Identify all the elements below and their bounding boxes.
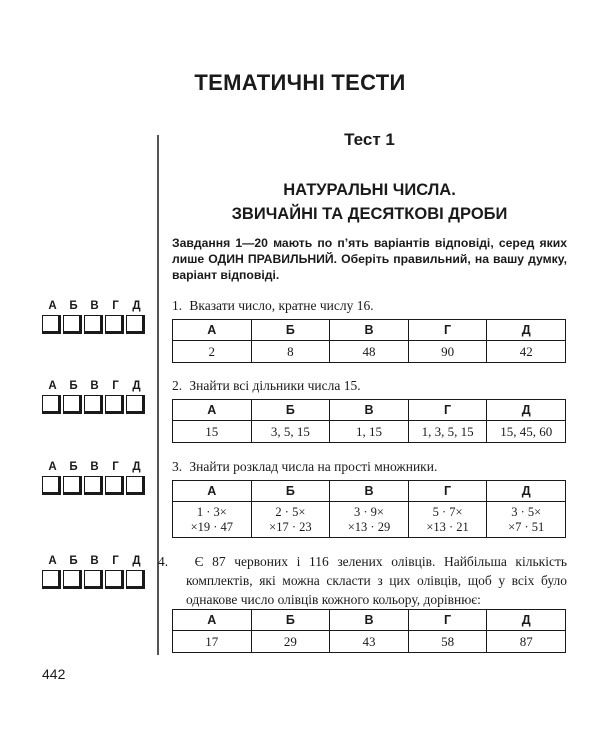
answer-checkbox-g[interactable]: [105, 315, 124, 334]
answer-grid-q1: [42, 300, 147, 334]
option-header: Д: [487, 610, 566, 631]
answer-letters: [42, 461, 147, 473]
option-value-line: 3 · 9×: [354, 504, 384, 519]
answer-checkbox-a[interactable]: [42, 476, 61, 495]
page-heading: ТЕМАТИЧНІ ТЕСТИ: [194, 70, 406, 95]
option-header: В: [330, 481, 409, 502]
option-value: 17: [173, 631, 252, 653]
answer-letter: Г: [112, 555, 119, 567]
answer-letter: А: [48, 461, 57, 473]
option-header: Г: [408, 400, 487, 421]
answer-letter: Г: [112, 300, 119, 312]
page-number: 442: [42, 666, 66, 682]
answer-grid-q2: [42, 380, 147, 414]
question-3-text: [172, 457, 567, 476]
option-value-line: ×13 · 29: [347, 519, 391, 534]
answer-letter: Г: [112, 380, 119, 392]
option-value: 15, 45, 60: [487, 421, 566, 443]
answer-letter: Д: [132, 380, 141, 392]
option-header: А: [173, 320, 252, 341]
answer-letter: Д: [132, 555, 141, 567]
section-title-line-1: НАТУРАЛЬНІ ЧИСЛА.: [283, 181, 456, 199]
question-number: 3.: [172, 459, 183, 474]
answer-checkbox-v[interactable]: [84, 570, 103, 589]
answer-checkbox-g[interactable]: [105, 476, 124, 495]
answer-letters: [42, 380, 147, 392]
answer-checkbox-d[interactable]: [126, 570, 145, 589]
answer-letter: В: [90, 555, 99, 567]
option-value-line: ×13 · 21: [426, 519, 469, 534]
answer-grid-q3: [42, 461, 147, 495]
option-header: А: [173, 610, 252, 631]
option-value: 48: [330, 341, 409, 363]
answer-letter: В: [90, 300, 99, 312]
option-header: Д: [487, 481, 566, 502]
answer-letter: Б: [69, 555, 78, 567]
answer-checkbox-d[interactable]: [126, 315, 145, 334]
answer-letter: Г: [112, 461, 119, 473]
answer-checkbox-b[interactable]: [63, 315, 82, 334]
option-header: Б: [251, 400, 330, 421]
option-header: А: [173, 481, 252, 502]
option-value-line: 2 · 5×: [275, 504, 306, 519]
question-4-text: [158, 552, 567, 609]
option-header: В: [330, 320, 409, 341]
answer-letter: Д: [132, 461, 141, 473]
answer-letters: [42, 300, 147, 312]
option-header: Д: [487, 320, 566, 341]
option-value: 90: [408, 341, 487, 363]
option-value: 58: [408, 631, 487, 653]
answer-letter: В: [90, 380, 99, 392]
answer-checkbox-g[interactable]: [105, 570, 124, 589]
answer-checkbox-a[interactable]: [42, 570, 61, 589]
option-value-line: 3 · 5×: [511, 504, 542, 519]
answer-checkbox-b[interactable]: [63, 395, 82, 414]
option-header: А: [173, 400, 252, 421]
option-value: 43: [330, 631, 409, 653]
option-value-line: 1 · 3×: [196, 504, 227, 519]
answer-letter: В: [90, 461, 99, 473]
answer-letter: Д: [132, 300, 141, 312]
option-value-line: ×7 · 51: [508, 519, 545, 534]
question-body: Є 87 червоних і 116 зелених олівців. Найбільша кількість комплектів, які можна скласти з цих олівців, щоб у всіх було однакове число олівців кожного кольору, дорівнює:: [186, 554, 567, 607]
answer-letter: Б: [69, 380, 78, 392]
answer-checkbox-d[interactable]: [126, 476, 145, 495]
question-body: Знайти розклад числа на прості множники.: [189, 459, 438, 474]
option-header: Б: [251, 610, 330, 631]
option-header: Г: [408, 610, 487, 631]
question-number: 1.: [172, 298, 183, 313]
options-table-q2: [172, 399, 566, 443]
answer-grid-q4: [42, 555, 147, 589]
options-table-q3: [172, 480, 566, 538]
answer-letter: А: [48, 300, 57, 312]
answer-letter: Б: [69, 461, 78, 473]
option-value: [330, 502, 409, 538]
answer-letters: [42, 555, 147, 567]
question-body: Вказати число, кратне числу 16.: [189, 298, 374, 313]
answer-checkbox-v[interactable]: [84, 315, 103, 334]
question-1-text: [172, 296, 567, 315]
option-value: 42: [487, 341, 566, 363]
answer-checkbox-g[interactable]: [105, 395, 124, 414]
option-value: 2: [173, 341, 252, 363]
option-header: Г: [408, 320, 487, 341]
option-value: 29: [251, 631, 330, 653]
option-value: 15: [173, 421, 252, 443]
answer-checkbox-v[interactable]: [84, 395, 103, 414]
option-value: [251, 502, 330, 538]
option-value-line: ×17 · 23: [269, 519, 312, 534]
answer-checkbox-v[interactable]: [84, 476, 103, 495]
option-value: 87: [487, 631, 566, 653]
option-value: 3, 5, 15: [251, 421, 330, 443]
question-number: 2.: [172, 378, 183, 393]
answer-checkbox-a[interactable]: [42, 395, 61, 414]
option-header: Б: [251, 481, 330, 502]
answer-letter: А: [48, 555, 57, 567]
option-value: [408, 502, 487, 538]
section-title-line-2: ЗВИЧАЙНІ ТА ДЕСЯТКОВІ ДРОБИ: [231, 205, 508, 223]
option-value: 8: [251, 341, 330, 363]
question-number: 4.: [158, 554, 169, 569]
option-value-line: ×19 · 47: [190, 519, 234, 534]
answer-checkbox-b[interactable]: [63, 476, 82, 495]
options-table-q4: [172, 609, 566, 653]
option-value-line: 5 · 7×: [432, 504, 463, 519]
option-value: 1, 3, 5, 15: [408, 421, 487, 443]
answer-checkbox-d[interactable]: [126, 395, 145, 414]
question-2-text: [172, 376, 567, 395]
section-title: [157, 178, 582, 226]
answer-letter: Б: [69, 300, 78, 312]
option-value: [173, 502, 252, 538]
option-header: В: [330, 400, 409, 421]
answer-checkbox-b[interactable]: [63, 570, 82, 589]
options-table-q1: [172, 319, 566, 363]
option-value: [487, 502, 566, 538]
instructions: Завдання 1—20 мають по п’ять варіантів відповіді, серед яких лише ОДИН ПРАВИЛЬНИЙ. Оберіть правильний, на вашу думку, варіант відповіді.: [172, 236, 567, 282]
option-header: В: [330, 610, 409, 631]
question-body: Знайти всі дільники числа 15.: [189, 378, 361, 393]
test-title: Тест 1: [344, 130, 395, 149]
option-header: Д: [487, 400, 566, 421]
option-header: Б: [251, 320, 330, 341]
option-value: 1, 15: [330, 421, 409, 443]
option-header: Г: [408, 481, 487, 502]
answer-letter: А: [48, 380, 57, 392]
answer-checkbox-a[interactable]: [42, 315, 61, 334]
